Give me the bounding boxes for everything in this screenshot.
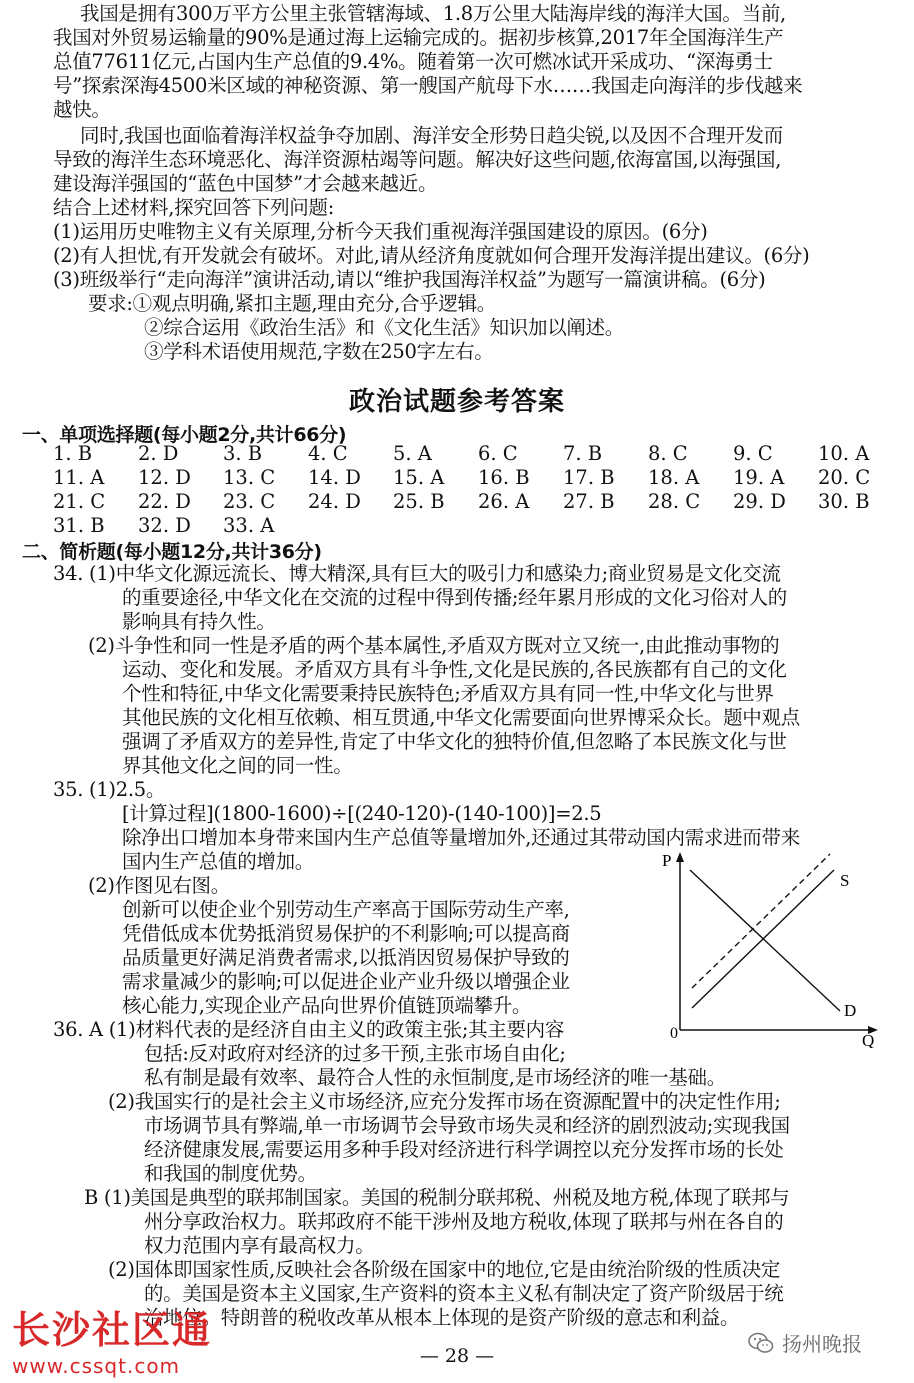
answer-line: 私有制是最有效率、最符合人性的永恒制度,是市场经济的唯一基础。 [144, 1066, 726, 1089]
answer-line: 强调了矛盾双方的差异性,肯定了中华文化的独特价值,但忽略了本民族文化与世 [122, 730, 787, 753]
answer-line: 除净出口增加本身带来国内生产总值等量增加外,还通过其带动国内需求进而带来 [122, 826, 800, 849]
material-line: 同时,我国也面临着海洋权益争夺加剧、海洋安全形势日趋尖锐,以及因不合理开发而 [80, 124, 783, 147]
graph-origin-label: 0 [670, 1025, 678, 1042]
material-line: (1)运用历史唯物主义有关原理,分析今天我们重视海洋强国建设的原因。(6分) [53, 220, 708, 243]
answer-line: 34. (1)中华文化源远流长、博大精深,具有巨大的吸引力和感染力;商业贸易是文化交流 [53, 562, 781, 585]
choice-answer: 1. B [53, 442, 93, 465]
answer-line: 需求量减少的影响;可以促进企业产业升级以增强企业 [122, 970, 570, 993]
page-number: — 28 — [419, 1345, 495, 1367]
graph-y-label: P [662, 851, 672, 870]
material-line: (2)有人担忧,有开发就会有破坏。对此,请从经济角度就如何合理开发海洋提出建议。(6分) [53, 244, 810, 267]
section-2-title: 二、简析题(每小题12分,共计36分) [22, 541, 322, 563]
material-line: 建设海洋强国的“蓝色中国梦”才会越来越近。 [53, 172, 438, 195]
choice-answer: 20. C [818, 466, 871, 489]
material-line: 结合上述材料,探究回答下列问题: [53, 196, 334, 219]
choice-answer: 18. A [648, 466, 700, 489]
choice-answer: 19. A [733, 466, 785, 489]
material-line: 号”探索深海4500米区域的神秘资源、第一艘国产航母下水……我国走向海洋的步伐越来 [53, 74, 803, 97]
material-line: (3)班级举行“走向海洋”演讲活动,请以“维护我国海洋权益”为题写一篇演讲稿。(6分) [53, 268, 766, 291]
wechat-icon [748, 1332, 774, 1354]
material-line: 要求:①观点明确,紧扣主题,理由充分,合乎逻辑。 [88, 292, 496, 315]
answer-line: 市场调节具有弊端,单一市场调节会导致市场失灵和经济的剧烈波动;实现我国 [144, 1114, 790, 1137]
answer-line: 国内生产总值的增加。 [122, 850, 315, 873]
material-line: ③学科术语使用规范,字数在250字左右。 [144, 340, 494, 363]
material-line: 越快。 [53, 98, 111, 121]
choice-answer: 27. B [563, 490, 615, 513]
answer-line: 治地位。特朗普的税收改革从根本上体现的是资产阶级的意志和利益。 [144, 1306, 740, 1329]
choice-answer: 2. D [138, 442, 179, 465]
watermark-brand: 长沙社区通 [12, 1308, 213, 1352]
choice-answer: 15. A [393, 466, 445, 489]
answer-line: 其他民族的文化相互依赖、相互贯通,中华文化需要面向世界博采众长。题中观点 [122, 706, 800, 729]
choice-answer: 30. B [818, 490, 870, 513]
choice-answer: 31. B [53, 514, 105, 537]
answer-line: 运动、变化和发展。矛盾双方具有斗争性,文化是民族的,各民族都有自己的文化 [122, 658, 787, 681]
choice-answer: 7. B [563, 442, 603, 465]
choice-answer: 29. D [733, 490, 786, 513]
choice-answer: 3. B [223, 442, 263, 465]
material-line: 导致的海洋生态环境恶化、海洋资源枯竭等问题。解决好这些问题,依海富国,以海强国, [53, 148, 782, 171]
choice-answer: 28. C [648, 490, 701, 513]
choice-answer: 25. B [393, 490, 445, 513]
answer-line: 凭借低成本优势抵消贸易保护的不利影响;可以提高商 [122, 922, 570, 945]
choice-answer: 9. C [733, 442, 773, 465]
answer-line: 个性和特征,中华文化需要秉持民族特色;矛盾双方具有同一性,中华文化与世界 [122, 682, 774, 705]
answer-line: [计算过程](1800-1600)÷[(240-120)-(140-100)]=2.5 [122, 802, 602, 825]
answer-line: 36. A (1)材料代表的是经济自由主义的政策主张;其主要内容 [53, 1018, 565, 1041]
graph-supply-label: S [840, 871, 850, 890]
choice-answer: 26. A [478, 490, 530, 513]
answer-line: 影响具有持久性。 [122, 610, 276, 633]
choice-answer: 32. D [138, 514, 191, 537]
choice-answer: 11. A [53, 466, 105, 489]
choice-answer: 22. D [138, 490, 191, 513]
material-line: ②综合运用《政治生活》和《文化生活》知识加以阐述。 [144, 316, 625, 339]
choice-answer: 16. B [478, 466, 530, 489]
watermark-right [748, 1328, 862, 1357]
choice-answer: 12. D [138, 466, 191, 489]
choice-answer: 24. D [308, 490, 361, 513]
choice-answer: 4. C [308, 442, 348, 465]
demand-curve [690, 870, 840, 1011]
choice-answer: 14. D [308, 466, 361, 489]
supply-demand-graph [662, 848, 902, 1048]
choice-answer: 33. A [223, 514, 275, 537]
answer-line: 的。美国是资本主义国家,生产资料的资本主义私有制决定了资产阶级居于统 [144, 1282, 784, 1305]
section-1-title: 一、单项选择题(每小题2分,共计66分) [22, 424, 347, 446]
graph-demand-label: D [844, 1001, 857, 1020]
answer-line: 州分享政治权力。联邦政府不能干涉州及地方税收,体现了联邦与州在各自的 [144, 1210, 784, 1233]
material-line: 我国是拥有300万平方公里主张管辖海域、1.8万公里大陆海岸线的海洋大国。当前, [80, 2, 786, 25]
material-line: 总值77611亿元,占国内生产总值的9.4%。随着第一次可燃冰试开采成功、“深海勇士 [53, 50, 773, 73]
choice-answer: 8. C [648, 442, 688, 465]
answer-line: 的重要途径,中华文化在交流的过程中得到传播;经年累月形成的文化习俗对人的 [122, 586, 787, 609]
choice-answer: 23. C [223, 490, 276, 513]
watermark-url: www.cssqt.com [12, 1354, 181, 1378]
answer-line: 和我国的制度优势。 [144, 1162, 317, 1185]
choice-answer: 6. C [478, 442, 518, 465]
answer-line: 创新可以使企业个别劳动生产率高于国际劳动生产率, [122, 898, 570, 921]
choice-answer: 5. A [393, 442, 432, 465]
answer-line: 品质量更好满足消费者需求,以抵消因贸易保护导致的 [122, 946, 570, 969]
answer-title: 政治试题参考答案 [348, 387, 565, 417]
shifted-supply-curve [692, 854, 830, 988]
choice-answer: 10. A [818, 442, 870, 465]
supply-curve [692, 870, 834, 1008]
answer-line: B (1)美国是典型的联邦制国家。美国的税制分联邦税、州税及地方税,体现了联邦与 [84, 1186, 790, 1209]
graph-x-label: Q [862, 1031, 875, 1048]
material-line: 我国对外贸易运输量的90%是通过海上运输完成的。据初步核算,2017年全国海洋生产 [53, 26, 784, 49]
answer-line: (2)作图见右图。 [88, 874, 230, 897]
choice-answer: 21. C [53, 490, 106, 513]
answer-line: (2)我国实行的是社会主义市场经济,应充分发挥市场在资源配置中的决定性作用; [108, 1090, 781, 1113]
choice-answer: 13. C [223, 466, 276, 489]
answer-line: 核心能力,实现企业产品向世界价值链顶端攀升。 [122, 994, 532, 1017]
answer-line: 经济健康发展,需要运用多种手段对经济进行科学调控以充分发挥市场的长处 [144, 1138, 784, 1161]
answer-line: (2)国体即国家性质,反映社会各阶级在国家中的地位,它是由统治阶级的性质决定 [108, 1258, 781, 1281]
answer-line: (2)斗争性和同一性是矛盾的两个基本属性,矛盾双方既对立又统一,由此推动事物的 [88, 634, 780, 657]
watermark-left [12, 1310, 212, 1378]
watermark-right-text: 扬州晚报 [782, 1332, 862, 1356]
answer-line: 界其他文化之间的同一性。 [122, 754, 353, 777]
choice-answer: 17. B [563, 466, 615, 489]
answer-line: 权力范围内享有最高权力。 [144, 1234, 375, 1257]
answer-line: 35. (1)2.5。 [53, 778, 166, 801]
answer-line: 包括:反对政府对经济的过多干预,主张市场自由化; [144, 1042, 566, 1065]
